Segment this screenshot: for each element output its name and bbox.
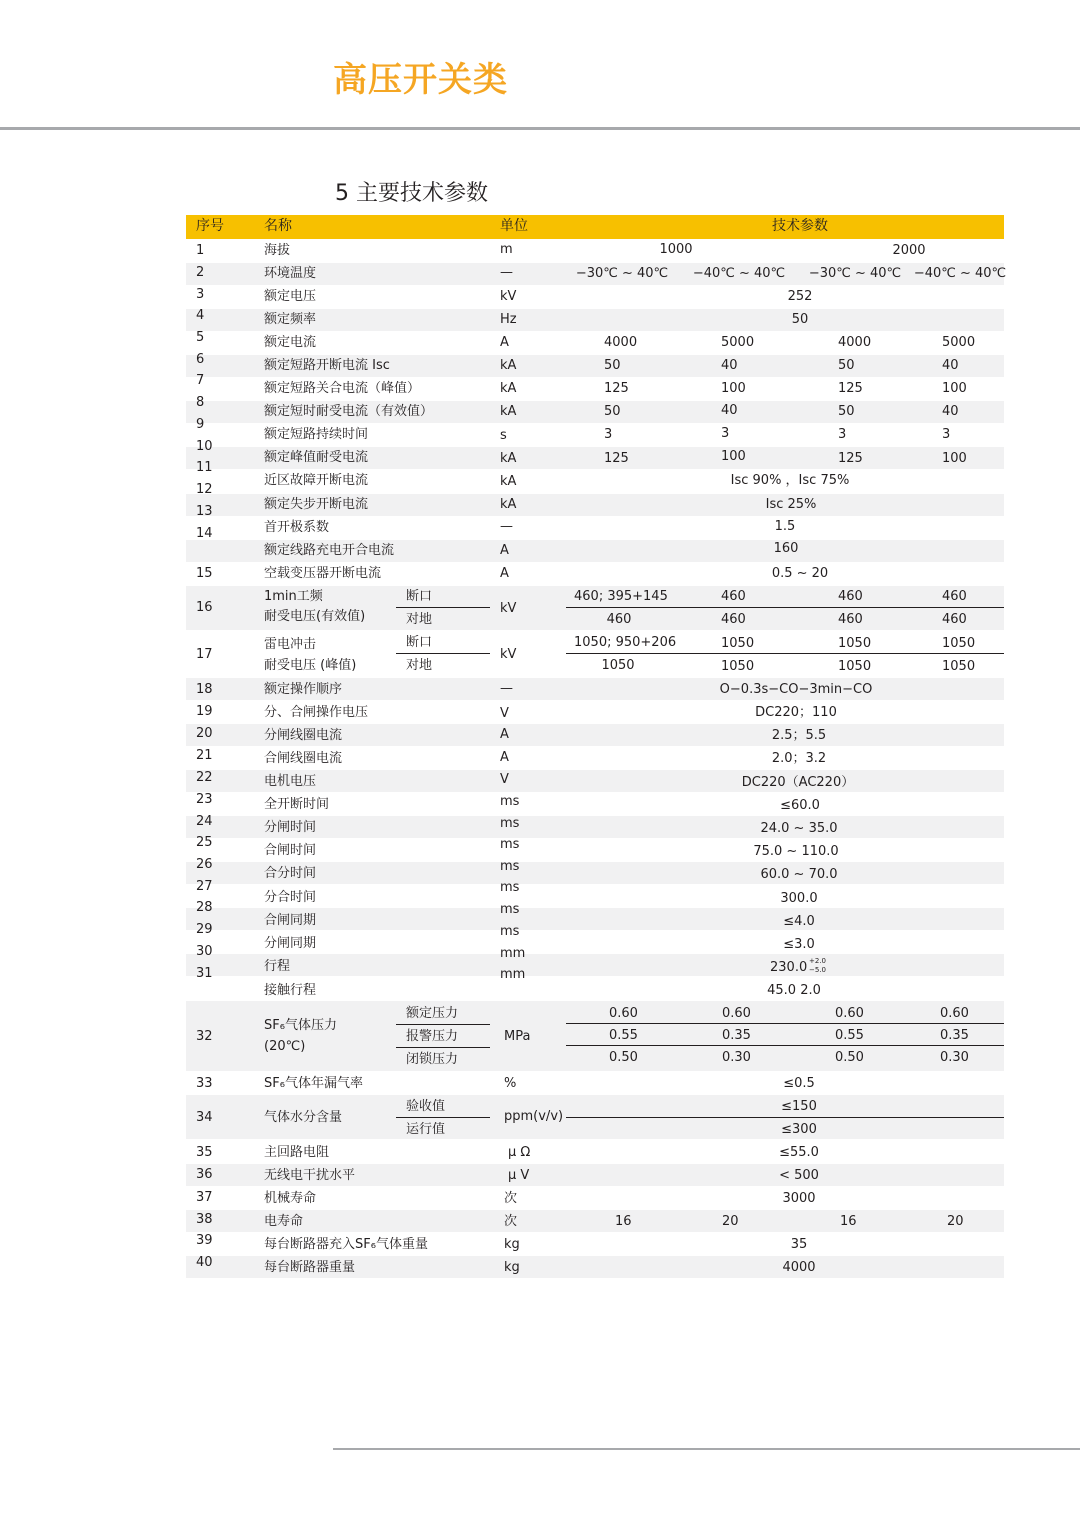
param-value: 16 xyxy=(840,1214,857,1229)
param-value: 75.0 ~ 110.0 xyxy=(753,844,839,859)
row-no: 28 xyxy=(196,900,213,915)
row-no: 12 xyxy=(196,482,213,497)
param-value: 4000 xyxy=(782,1260,816,1275)
param-value: 3 xyxy=(604,427,613,442)
param-name: 分闸线圈电流 xyxy=(264,728,343,743)
param-name: 环境温度 xyxy=(264,266,317,281)
param-unit: ms xyxy=(500,924,520,939)
param-value: 125 xyxy=(604,451,629,466)
header-no: 序号 xyxy=(196,218,224,234)
row-no: 37 xyxy=(196,1190,213,1205)
param-unit: μ Ω xyxy=(508,1145,531,1160)
section-title: 5 主要技术参数 xyxy=(335,181,488,206)
param-name: 电寿命 xyxy=(264,1214,304,1229)
row-no: 7 xyxy=(196,373,205,388)
param-value: 5000 xyxy=(721,335,755,350)
param-value: −30℃ ~ 40℃ xyxy=(575,266,669,281)
row-no: 8 xyxy=(196,395,205,410)
param-value: 230.0 xyxy=(770,960,808,975)
param-unit: MPa xyxy=(504,1029,531,1044)
row-no: 14 xyxy=(196,526,213,541)
row-no: 2 xyxy=(196,265,205,280)
tolerance-plus: +2.0 xyxy=(809,957,826,965)
param-unit: ppm(v/v) xyxy=(504,1109,564,1124)
param-unit: kg xyxy=(504,1237,520,1252)
param-value: ≤3.0 xyxy=(783,937,815,952)
param-name: 额定频率 xyxy=(264,312,317,327)
param-unit: ms xyxy=(500,837,520,852)
param-subname: 验收值 xyxy=(406,1099,446,1114)
param-unit: — xyxy=(500,519,513,534)
param-value: 40 xyxy=(942,404,959,419)
param-value: 125 xyxy=(838,381,863,396)
param-value: 100 xyxy=(942,451,967,466)
param-unit: A xyxy=(500,566,509,581)
row-band xyxy=(186,954,1004,976)
param-unit: — xyxy=(500,265,513,280)
param-value: 1050 xyxy=(942,659,976,674)
param-name: 首开极系数 xyxy=(264,520,330,535)
param-name: 额定线路充电开合电流 xyxy=(264,543,395,558)
param-value: 16 xyxy=(615,1214,632,1229)
param-unit: V xyxy=(500,772,509,787)
param-value: 460 xyxy=(721,612,746,627)
param-unit: kA xyxy=(500,381,517,396)
param-name: 额定操作顺序 xyxy=(264,682,343,697)
param-value: ≤55.0 xyxy=(779,1145,819,1160)
param-value: −40℃ ~ 40℃ xyxy=(692,266,786,281)
param-unit: ms xyxy=(500,880,520,895)
param-unit: kA xyxy=(500,474,517,489)
param-value: 252 xyxy=(787,289,813,304)
param-value: 2.0；3.2 xyxy=(771,751,827,766)
param-value: 35 xyxy=(790,1237,808,1252)
param-name: SF₆气体压力 xyxy=(264,1018,337,1033)
row-no: 15 xyxy=(196,566,213,581)
row-no: 9 xyxy=(196,417,205,432)
row-no: 4 xyxy=(196,308,205,323)
param-value: Isc 90% ，Isc 75% xyxy=(730,473,850,488)
param-value: 0.30 xyxy=(722,1050,751,1065)
param-name: 额定电压 xyxy=(264,289,317,304)
param-subname: 对地 xyxy=(406,658,433,673)
param-value: 4000 xyxy=(838,335,872,350)
param-subname: 对地 xyxy=(406,612,433,627)
param-unit: ms xyxy=(500,794,520,809)
param-value: 100 xyxy=(721,449,746,464)
row-no: 6 xyxy=(196,352,205,367)
row-no: 26 xyxy=(196,857,213,872)
param-value: 40 xyxy=(721,358,738,373)
param-name: 全开断时间 xyxy=(264,797,330,812)
param-subname: 断口 xyxy=(406,635,433,650)
param-name: 额定短路持续时间 xyxy=(264,427,369,442)
param-value: 460 xyxy=(838,589,863,604)
param-unit: ms xyxy=(500,902,520,917)
param-name: 耐受电压 (峰值) xyxy=(264,658,357,673)
row-band xyxy=(186,1001,1004,1071)
param-value: 60.0 ~ 70.0 xyxy=(760,867,838,882)
param-name: 雷电冲击 xyxy=(264,637,317,652)
param-unit: A xyxy=(500,727,509,742)
param-value: 160 xyxy=(773,541,799,556)
row-no: 39 xyxy=(196,1233,213,1248)
sub-divider xyxy=(566,1045,1004,1046)
param-value: 1050; 950+206 xyxy=(574,635,677,650)
param-unit: kA xyxy=(500,497,517,512)
row-no: 1 xyxy=(196,243,205,258)
row-no: 35 xyxy=(196,1145,213,1160)
param-value: 50 xyxy=(604,358,621,373)
param-value: 300.0 xyxy=(780,891,818,906)
row-no: 34 xyxy=(196,1110,213,1125)
row-no: 5 xyxy=(196,330,205,345)
param-value: −30℃ ~ 40℃ xyxy=(808,266,902,281)
param-unit: kV xyxy=(500,647,517,662)
param-subname: 断口 xyxy=(406,589,433,604)
param-value: ≤150 xyxy=(781,1099,817,1114)
param-name: 分闸同期 xyxy=(264,936,317,951)
param-value: Isc 25% xyxy=(765,497,817,512)
sub-divider xyxy=(396,607,490,608)
row-no: 31 xyxy=(196,966,213,981)
param-name: 气体水分含量 xyxy=(264,1110,343,1125)
param-value: 1050 xyxy=(601,658,635,673)
param-value: 0.50 xyxy=(609,1050,638,1065)
param-value: 50 xyxy=(604,404,621,419)
param-value: 40 xyxy=(721,403,738,418)
param-value: 0.60 xyxy=(609,1006,638,1021)
param-name: 合闸时间 xyxy=(264,843,317,858)
param-value: ≤300 xyxy=(781,1122,817,1137)
param-unit: kA xyxy=(500,404,517,419)
param-value: 45.0 2.0 xyxy=(767,983,821,998)
param-unit: kV xyxy=(500,289,517,304)
param-unit: % xyxy=(504,1076,517,1091)
param-value: 1050 xyxy=(721,659,755,674)
param-value: 0.35 xyxy=(722,1028,751,1043)
param-unit: ms xyxy=(500,859,520,874)
param-subname: 报警压力 xyxy=(406,1029,459,1044)
param-value: 0.60 xyxy=(835,1006,864,1021)
row-no: 11 xyxy=(196,460,213,475)
param-value: 40 xyxy=(942,358,959,373)
param-value: 0.35 xyxy=(940,1028,969,1043)
row-no: 33 xyxy=(196,1076,213,1091)
row-no: 10 xyxy=(196,439,213,454)
header-divider xyxy=(0,127,1080,130)
param-value: 0.50 xyxy=(835,1050,864,1065)
param-value: 3000 xyxy=(782,1191,816,1206)
sub-divider xyxy=(396,1117,490,1118)
param-name: 空载变压器开断电流 xyxy=(264,566,382,581)
param-unit: μ V xyxy=(508,1168,530,1183)
param-value: 1050 xyxy=(838,659,872,674)
param-name: 额定峰值耐受电流 xyxy=(264,450,369,465)
row-no: 13 xyxy=(196,504,213,519)
footer-divider xyxy=(333,1448,1080,1450)
param-name: 合闸同期 xyxy=(264,913,317,928)
param-unit: s xyxy=(500,428,507,443)
param-value: ≤60.0 xyxy=(780,798,820,813)
param-value: 100 xyxy=(721,381,746,396)
param-name: SF₆气体年漏气率 xyxy=(264,1076,363,1091)
param-name: 额定短路关合电流（峰值） xyxy=(264,381,421,396)
param-value: 125 xyxy=(838,451,863,466)
param-value: ≤0.5 xyxy=(783,1076,815,1091)
param-value: DC220；110 xyxy=(755,705,837,720)
row-no: 29 xyxy=(196,922,213,937)
header-name: 名称 xyxy=(264,218,292,234)
param-value: 0.55 xyxy=(609,1028,638,1043)
tolerance-minus: −5.0 xyxy=(809,966,826,974)
sub-divider xyxy=(566,1023,1004,1024)
param-value: 0.30 xyxy=(940,1050,969,1065)
param-value: 24.0 ~ 35.0 xyxy=(760,821,838,836)
sub-divider xyxy=(396,1024,490,1025)
param-name: 主回路电阻 xyxy=(264,1145,330,1160)
param-value: 50 xyxy=(838,404,855,419)
param-unit: A xyxy=(500,543,509,558)
row-no: 38 xyxy=(196,1212,213,1227)
param-name: 额定短时耐受电流（有效值） xyxy=(264,404,434,419)
param-value: 460 xyxy=(942,612,967,627)
param-value: ≤4.0 xyxy=(783,914,815,929)
param-unit: Hz xyxy=(500,312,517,327)
param-name: (20℃) xyxy=(264,1039,306,1054)
param-unit: kg xyxy=(504,1260,520,1275)
param-value: 1.5 xyxy=(774,519,796,534)
param-value: 2.5；5.5 xyxy=(771,728,827,743)
row-no: 17 xyxy=(196,647,213,662)
param-unit: mm xyxy=(500,946,526,961)
param-value: < 500 xyxy=(779,1168,819,1183)
row-no: 23 xyxy=(196,792,213,807)
param-name: 分闸时间 xyxy=(264,820,317,835)
param-unit: A xyxy=(500,750,509,765)
param-unit: 次 xyxy=(504,1191,518,1206)
param-value: 3 xyxy=(942,427,951,442)
page-header-title: 高压开关类 xyxy=(333,60,508,100)
param-name: 额定电流 xyxy=(264,335,317,350)
header-params: 技术参数 xyxy=(772,218,828,234)
param-value: 460 xyxy=(721,589,746,604)
row-band xyxy=(186,1210,1004,1232)
param-name: 机械寿命 xyxy=(264,1191,317,1206)
param-name: 额定失步开断电流 xyxy=(264,497,369,512)
row-no: 40 xyxy=(196,1255,213,1270)
row-no: 30 xyxy=(196,944,213,959)
param-value: 20 xyxy=(722,1214,739,1229)
param-unit: A xyxy=(500,335,509,350)
param-name: 耐受电压(有效值) xyxy=(264,609,366,624)
param-value: 0.55 xyxy=(835,1028,864,1043)
row-no: 22 xyxy=(196,770,213,785)
param-name: 无线电干扰水平 xyxy=(264,1168,356,1183)
param-value: −40℃ ~ 40℃ xyxy=(913,266,1007,281)
table-header xyxy=(186,215,1004,239)
param-value: 50 xyxy=(791,312,809,327)
row-no: 24 xyxy=(196,814,213,829)
row-no: 36 xyxy=(196,1167,213,1182)
param-subname: 闭锁压力 xyxy=(406,1052,459,1067)
row-no: 16 xyxy=(196,600,213,615)
param-unit: kA xyxy=(500,451,517,466)
param-value: 1000 xyxy=(659,242,693,257)
row-no: 27 xyxy=(196,879,213,894)
param-name: 电机电压 xyxy=(264,774,317,789)
param-unit: m xyxy=(500,242,513,257)
param-value: 0.60 xyxy=(940,1006,969,1021)
param-value: O−0.3s−CO−3min−CO xyxy=(719,682,873,697)
param-name: 近区故障开断电流 xyxy=(264,473,369,488)
sub-divider xyxy=(566,607,1004,608)
param-value: 100 xyxy=(942,381,967,396)
param-value: 460 xyxy=(942,589,967,604)
param-name: 行程 xyxy=(264,959,291,974)
param-name: 分、合闸操作电压 xyxy=(264,705,369,720)
param-name: 接触行程 xyxy=(264,983,317,998)
row-no: 32 xyxy=(196,1029,213,1044)
param-value: 0.60 xyxy=(722,1006,751,1021)
header-unit: 单位 xyxy=(500,218,528,234)
sub-divider xyxy=(566,1117,1004,1118)
sub-divider xyxy=(566,653,1004,654)
param-unit: ms xyxy=(500,816,520,831)
param-value: 1050 xyxy=(838,636,872,651)
row-no: 18 xyxy=(196,682,213,697)
param-unit: — xyxy=(500,681,513,696)
param-value: 460 xyxy=(838,612,863,627)
param-name: 额定短路开断电流 Isc xyxy=(264,358,390,373)
param-value: 3 xyxy=(838,427,847,442)
row-no: 20 xyxy=(196,726,213,741)
sub-divider xyxy=(396,653,490,654)
param-name: 每台断路器充入SF₆气体重量 xyxy=(264,1237,428,1252)
param-unit: kV xyxy=(500,601,517,616)
row-no: 25 xyxy=(196,835,213,850)
param-name: 合闸线圈电流 xyxy=(264,751,343,766)
param-subname: 额定压力 xyxy=(406,1006,459,1021)
row-no: 19 xyxy=(196,704,213,719)
param-value: 460; 395+145 xyxy=(574,589,668,604)
param-name: 海拔 xyxy=(264,243,291,258)
param-value: 3 xyxy=(721,426,730,441)
param-unit: kA xyxy=(500,358,517,373)
param-value: 460 xyxy=(606,612,632,627)
row-no: 3 xyxy=(196,287,205,302)
row-no: 21 xyxy=(196,748,213,763)
param-value: 2000 xyxy=(892,243,926,258)
param-value: 5000 xyxy=(942,335,976,350)
param-name: 1min工频 xyxy=(264,589,323,604)
param-value: 50 xyxy=(838,358,855,373)
param-unit: 次 xyxy=(504,1214,518,1229)
param-value: 4000 xyxy=(604,335,638,350)
param-name: 每台断路器重量 xyxy=(264,1260,356,1275)
param-unit: V xyxy=(500,706,509,721)
param-value: 1050 xyxy=(721,636,755,651)
param-value: DC220（AC220） xyxy=(741,775,855,790)
sub-divider xyxy=(396,1047,490,1048)
param-value: 1050 xyxy=(942,636,976,651)
param-name: 合分时间 xyxy=(264,866,317,881)
param-unit: mm xyxy=(500,967,526,982)
param-value: 0.5 ~ 20 xyxy=(771,566,829,581)
param-subname: 运行值 xyxy=(406,1122,446,1137)
param-value: 20 xyxy=(947,1214,964,1229)
param-name: 分合时间 xyxy=(264,890,317,905)
param-value: 125 xyxy=(604,381,629,396)
